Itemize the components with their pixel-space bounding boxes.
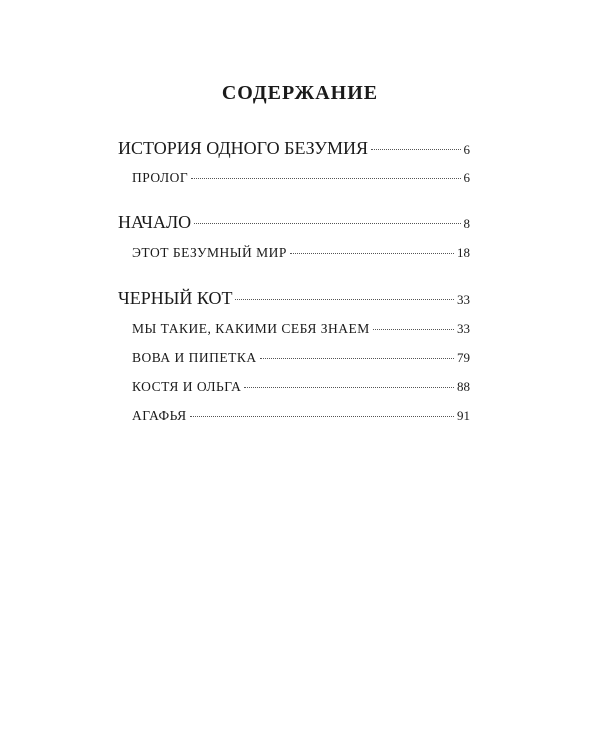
- toc-page-number: 8: [463, 216, 470, 231]
- toc-title: СОДЕРЖАНИЕ: [221, 82, 379, 104]
- dot-leader: [290, 253, 454, 254]
- toc-page-number: 33: [457, 321, 470, 336]
- toc-entry-label: АГАФЬЯ: [132, 408, 187, 423]
- toc-chapter-1: [132, 170, 470, 186]
- toc-entry-label: ЭТОТ БЕЗУМНЫЙ МИР: [132, 245, 287, 260]
- toc-entry-label: ЧЕРНЫЙ КОТ: [118, 288, 233, 308]
- toc-entry-label: КОСТЯ И ОЛЬГА: [132, 379, 242, 394]
- toc-entry-label: ВОВА И ПИПЕТКА: [132, 350, 257, 365]
- dot-leader: [190, 416, 454, 417]
- toc-page-number: 91: [457, 408, 470, 423]
- toc-part-2: [118, 212, 470, 233]
- toc-page-number: 88: [457, 379, 470, 394]
- toc-entry-label: ПРОЛОГ: [132, 170, 189, 185]
- toc-page-number: 18: [457, 245, 470, 260]
- dot-leader: [194, 223, 460, 224]
- toc-chapter-5: [132, 379, 470, 395]
- toc-chapter-6: [132, 408, 470, 424]
- toc-part-1: [118, 138, 470, 159]
- toc-page-number: 79: [457, 350, 470, 365]
- toc-chapter-3: [132, 321, 470, 337]
- dot-leader: [371, 149, 461, 150]
- dot-leader: [191, 178, 460, 179]
- toc-entry-label: ИСТОРИЯ ОДНОГО БЕЗУМИЯ: [118, 138, 368, 158]
- dot-leader: [373, 329, 454, 330]
- dot-leader: [235, 299, 454, 300]
- toc-chapter-4: [132, 350, 470, 366]
- dot-leader: [260, 358, 454, 359]
- toc-page-number: 6: [463, 170, 470, 185]
- toc-page-number: 33: [457, 292, 470, 307]
- dot-leader: [244, 387, 454, 388]
- toc-entry-label: НАЧАЛО: [118, 212, 192, 232]
- toc-chapter-2: [132, 245, 470, 261]
- toc-page-number: 6: [463, 142, 470, 157]
- toc-part-3: [118, 288, 470, 309]
- toc-entry-label: МЫ ТАКИЕ, КАКИМИ СЕБЯ ЗНАЕМ: [132, 321, 370, 336]
